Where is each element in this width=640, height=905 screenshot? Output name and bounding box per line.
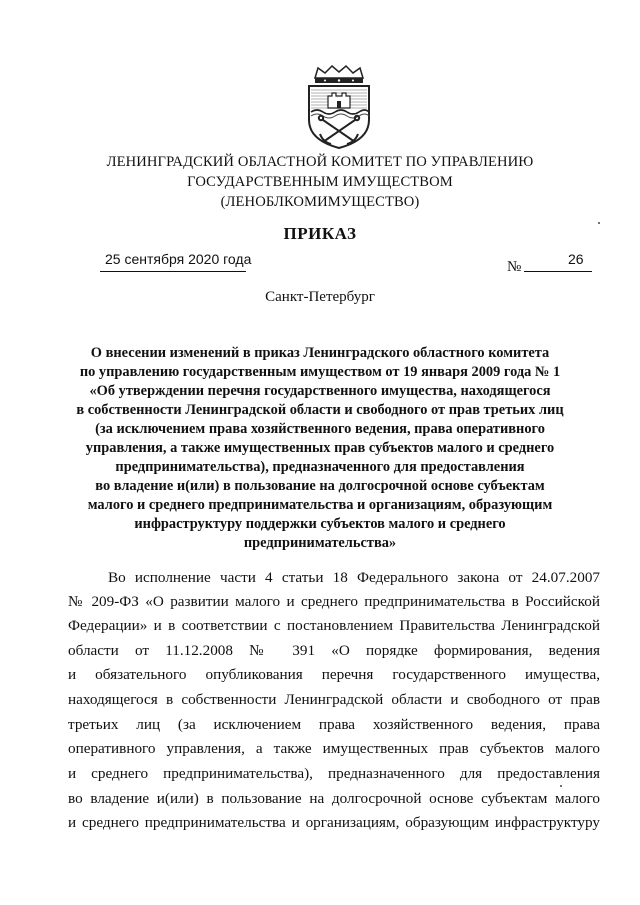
order-number: 26 [568, 251, 584, 267]
scan-speck [598, 222, 600, 224]
organization-name-line-1: ЛЕНИНГРАДСКИЙ ОБЛАСТНОЙ КОМИТЕТ ПО УПРАВЛЕНИЮ [106, 154, 534, 170]
subject-line: во владение и(или) в пользование на долгосрочной основе субъектам [95, 478, 545, 494]
order-date: 25 сентября 2020 года [105, 251, 252, 267]
organization-name-line-2: ГОСУДАРСТВЕННЫМ ИМУЩЕСТВОМ [187, 174, 453, 190]
subject-line: в собственности Ленинградской области и свободного от прав третьих лиц [76, 402, 564, 418]
body-line: оперативного управления, а также имущественных прав субъектов малого [68, 740, 600, 757]
body-line: третьих лиц (за исключением права хозяйственного ведения, права [68, 716, 600, 733]
body-line: Во исполнение части 4 статьи 18 Федерального закона от 24.07.2007 [108, 569, 600, 586]
subject-line: предпринимательства» [243, 535, 397, 551]
subject-line: (за исключением права хозяйственного ведения, права оперативного [95, 421, 545, 437]
body-line: и среднего предпринимательства), предназначенного для предоставления [68, 765, 600, 782]
organization-name-line-3: (ЛЕНОБЛКОМИМУЩЕСТВО) [220, 194, 420, 210]
subject-line: «Об утверждении перечня государственного имущества, находящегося [89, 383, 551, 399]
subject-line: инфраструктуру поддержки субъектов малого и среднего [134, 516, 506, 532]
subject-line: предпринимательства), предназначенного для предоставления [115, 459, 525, 475]
subject-line: малого и среднего предпринимательства и организациям, образующим [87, 497, 553, 513]
city-name: Санкт-Петербург [265, 289, 375, 305]
subject-line: управления, а также имущественных прав субъектов малого и среднего [85, 440, 555, 456]
number-underline [524, 271, 592, 272]
subject-line: О внесении изменений в приказ Ленинградского областного комитета [90, 345, 550, 361]
body-line: и обязательного опубликования перечня государственного имущества, [68, 666, 600, 683]
scan-speck [560, 785, 562, 787]
document-type-title: ПРИКАЗ [283, 224, 357, 243]
body-line: находящегося в собственности Ленинградской области и свободного от прав [68, 691, 600, 708]
body-line: и среднего предпринимательства и организациям, образующим инфраструктуру [68, 814, 600, 831]
subject-line: по управлению государственным имуществом от 19 января 2009 года № 1 [79, 364, 561, 380]
body-line: области от 11.12.2008 № 391 «О порядке формирования, ведения [68, 642, 600, 659]
number-sign: № [507, 259, 522, 275]
date-underline [100, 271, 246, 272]
body-line: во владение и(или) в пользование на долгосрочной основе субъектам малого [68, 790, 600, 807]
body-line: Федерации» и в соответствии с постановлением Правительства Ленинградской [68, 617, 600, 634]
body-line: № 209-ФЗ «О развитии малого и среднего предпринимательства в Российской [68, 593, 600, 610]
coat-of-arms-emblem [303, 64, 375, 150]
